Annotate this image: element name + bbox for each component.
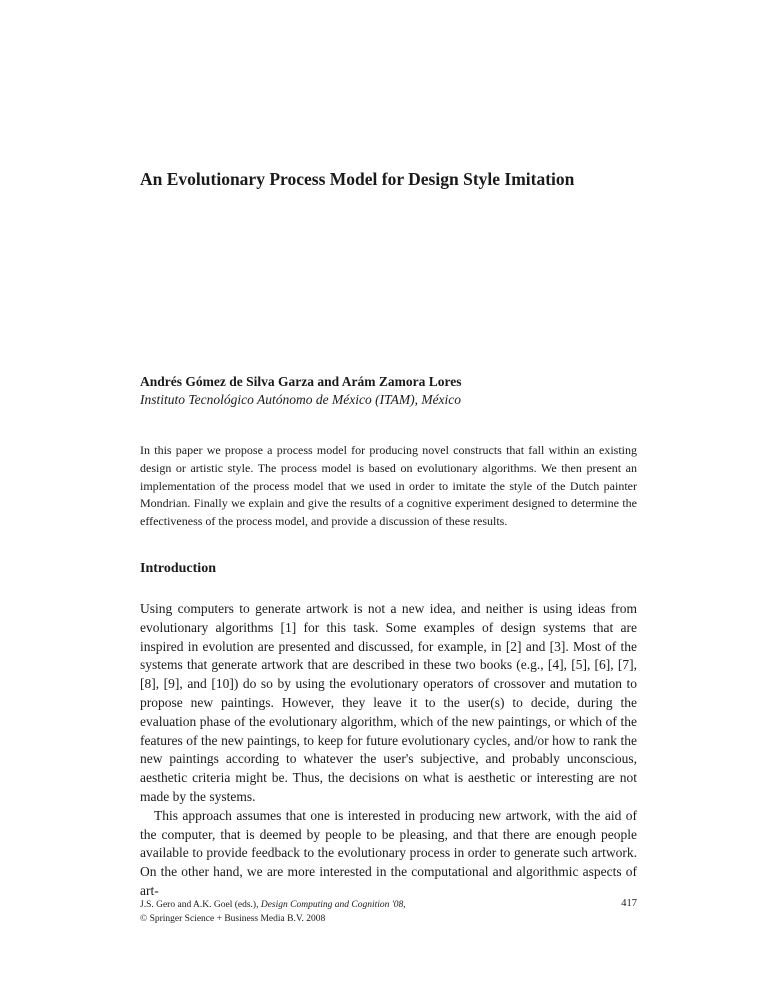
author-list: Andrés Gómez de Silva Garza and Arám Zamora Lores bbox=[140, 374, 462, 389]
citation-book-title: Design Computing and Cognition '08, bbox=[260, 900, 406, 910]
author-affiliation: Instituto Tecnológico Autónomo de México (ITAM), México bbox=[140, 392, 462, 407]
introduction-body bbox=[140, 600, 637, 901]
abstract: In this paper we propose a process model for producing novel constructs that fall within an existing design or artistic style. The process model is based on evolutionary algorithms. We then present an implementation of the process model that we used in order to imitate the style of the Dutch painter Mondrian. Finally we explain and give the results of a cognitive experiment designed to determine the effectiveness of the process model, and provide a discussion of these results. bbox=[140, 443, 637, 529]
citation-editors: J.S. Gero and A.K. Goel (eds.), bbox=[140, 900, 261, 910]
paper-title: An Evolutionary Process Model for Design Style Imitation bbox=[140, 169, 575, 189]
body-paragraph: Using computers to generate artwork is not a new idea, and neither is using ideas from evolutionary algorithms [1] for this task. Some examples of design systems that are inspired in evolution are presented and discussed, for example, in [2] and [3]. Most of the systems that generate artwork that are described in these two books (e.g., [4], [5], [6], [7], [8], [9], and [10]) do so by using the evolutionary operators of crossover and mutation to propose new paintings. However, they leave it to the user(s) to decide, during the evaluation phase of the evolutionary algorithm, which of the new paintings, or which of the features of the new paintings, to keep for future evolutionary cycles, and/or how to rank the new paintings according to whatever the user's subjective, and probably unconscious, aesthetic criteria might be. Thus, the decisions on what is aesthetic or interesting are not made by the systems. bbox=[140, 601, 637, 804]
footer-citation bbox=[140, 898, 406, 926]
section-heading-introduction: Introduction bbox=[140, 561, 216, 576]
citation-line bbox=[140, 898, 406, 912]
copyright-line: © Springer Science + Business Media B.V. 2008 bbox=[140, 914, 326, 924]
page-number: 417 bbox=[621, 898, 637, 909]
body-paragraph: This approach assumes that one is interested in producing new artwork, with the aid of the computer, that is deemed by people to be pleasing, and that there are enough people available to provide feedback to the evolutionary process in order to generate such artwork. On the other hand, we are more interested in the computational and algorithmic aspects of art- bbox=[140, 807, 637, 898]
